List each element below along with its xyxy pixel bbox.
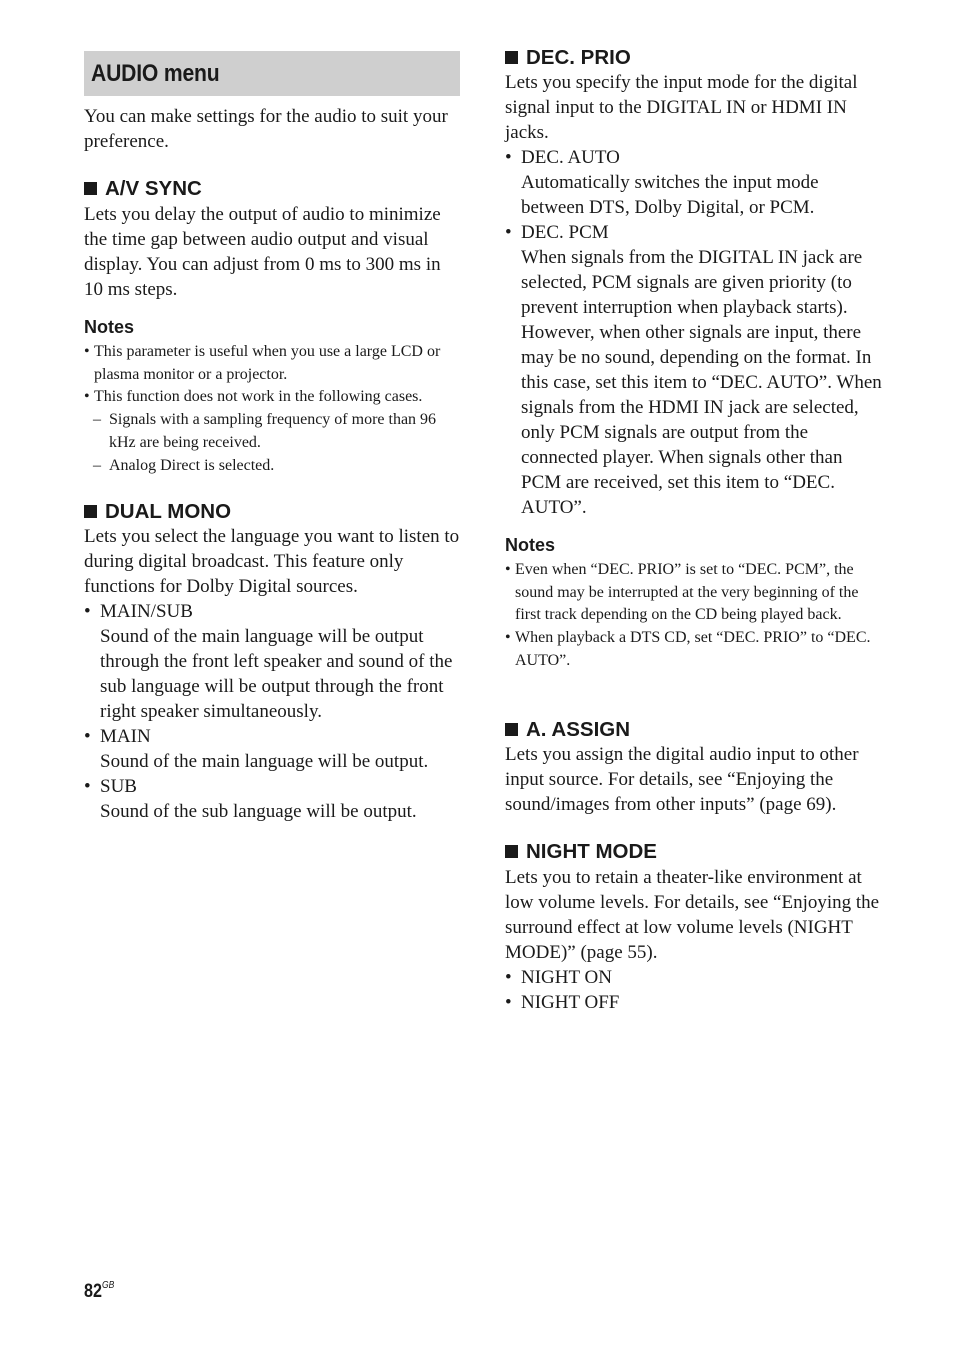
option-label: • DEC. PCM xyxy=(505,222,609,243)
av-sync-notes-heading: Notes xyxy=(84,317,135,337)
square-bullet-icon xyxy=(84,505,97,518)
option-description: Automatically switches the input mode between DTS, Dolby Digital, or PCM. xyxy=(521,172,819,218)
av-sync-body: Lets you delay the output of audio to minimize the time gap between audio output and visual display. You can adjust from 0 ms to 300 ms in 10 ms steps. xyxy=(84,204,441,300)
dual-mono-options xyxy=(84,599,460,824)
a-assign-body: Lets you assign the digital audio input to other input source. For details, see “Enjoying the sound/images from other inputs” (page 69). xyxy=(505,744,859,815)
option-description: When signals from the DIGITAL IN jack are selected, PCM signals are given priority (to prevent interruption when playback starts). However, when other signals are input, there may be no sound, depending on the format. In this case, set this item to “DEC. AUTO”. When signals from the HDMI IN jack are selected, only PCM signals are output from the connected player. When signals other than PCM are received, set this item to “DEC. AUTO”. xyxy=(521,247,882,518)
night-mode-options xyxy=(505,965,883,1015)
option-description: Sound of the main language will be output through the front left speaker and sound of the sub language will be output through the front right speaker simultaneously. xyxy=(100,626,453,722)
dec-prio-notes-heading: Notes xyxy=(505,535,556,555)
section-title-banner xyxy=(84,51,460,96)
dec-prio-heading: DEC. PRIO xyxy=(505,45,631,71)
note-item: • This function does not work in the following cases. xyxy=(84,386,462,409)
square-bullet-icon xyxy=(84,182,97,195)
night-mode-body: Lets you to retain a theater-like environment at low volume levels. For details, see “Enjoying the surround effect at low volume levels (NIGHT MODE)” (page 55). xyxy=(505,867,880,963)
option-label: • MAIN/SUB xyxy=(84,601,193,622)
night-mode-heading: NIGHT MODE xyxy=(505,839,657,865)
bullet-dot-icon: • xyxy=(505,629,511,647)
bullet-dot-icon: • xyxy=(84,776,91,797)
square-bullet-icon xyxy=(505,723,518,736)
intro-text: You can make settings for the audio to suit your preference. xyxy=(84,106,448,152)
bullet-dot-icon: • xyxy=(505,222,512,243)
bullet-dot-icon: • xyxy=(84,388,90,406)
dec-prio-body: Lets you specify the input mode for the digital signal input to the DIGITAL IN or HDMI IN jacks. xyxy=(505,72,858,143)
page-number: $82^{GB}$ xyxy=(84,1279,115,1302)
dual-mono-heading: DUAL MONO xyxy=(84,499,231,525)
option-label: • DEC. AUTO xyxy=(505,147,620,168)
note-item: • This parameter is useful when you use a large LCD or plasma monitor or a projector. xyxy=(84,343,441,383)
a-assign-heading: A. ASSIGN xyxy=(505,717,630,743)
av-sync-notes xyxy=(84,341,462,477)
option-label: • NIGHT ON xyxy=(505,967,612,988)
dash-icon: – xyxy=(93,411,101,429)
option-description: Sound of the main language will be output. xyxy=(100,751,429,772)
av-sync-heading: A/V SYNC xyxy=(84,176,202,202)
bullet-dot-icon: • xyxy=(84,726,91,747)
option-label: • NIGHT OFF xyxy=(505,992,620,1013)
bullet-dot-icon: • xyxy=(505,561,511,578)
dual-mono-body: Lets you select the language you want to listen to during digital broadcast. This feature only functions for Dolby Digital sources. xyxy=(84,526,460,597)
dec-prio-options xyxy=(505,145,883,520)
note-item: • When playback a DTS CD, set “DEC. PRIO” to “DEC. AUTO”. xyxy=(505,629,871,669)
note-item: • Even when “DEC. PRIO” is set to “DEC. PCM”, the sound may be interrupted at the very beginning of the first track depending on the CD being played back. xyxy=(505,561,859,624)
page-title: AUDIO menu xyxy=(91,60,220,87)
dash-icon: – xyxy=(93,456,101,474)
bullet-dot-icon: • xyxy=(84,343,90,360)
region-code: GB xyxy=(101,1279,115,1291)
bullet-dot-icon: • xyxy=(505,992,512,1013)
subnote-item: – Signals with a sampling frequency of more than 96 kHz are being received. xyxy=(93,411,437,451)
option-description: Sound of the sub language will be output. xyxy=(100,801,417,822)
bullet-dot-icon: • xyxy=(505,967,512,988)
bullet-dot-icon: • xyxy=(84,601,91,622)
subnote-item: – Analog Direct is selected. xyxy=(84,455,462,478)
option-label: • SUB xyxy=(84,776,137,797)
option-label: • MAIN xyxy=(84,726,151,747)
bullet-dot-icon: • xyxy=(505,147,512,168)
square-bullet-icon xyxy=(505,51,518,64)
square-bullet-icon xyxy=(505,845,518,858)
dec-prio-notes xyxy=(505,559,883,673)
